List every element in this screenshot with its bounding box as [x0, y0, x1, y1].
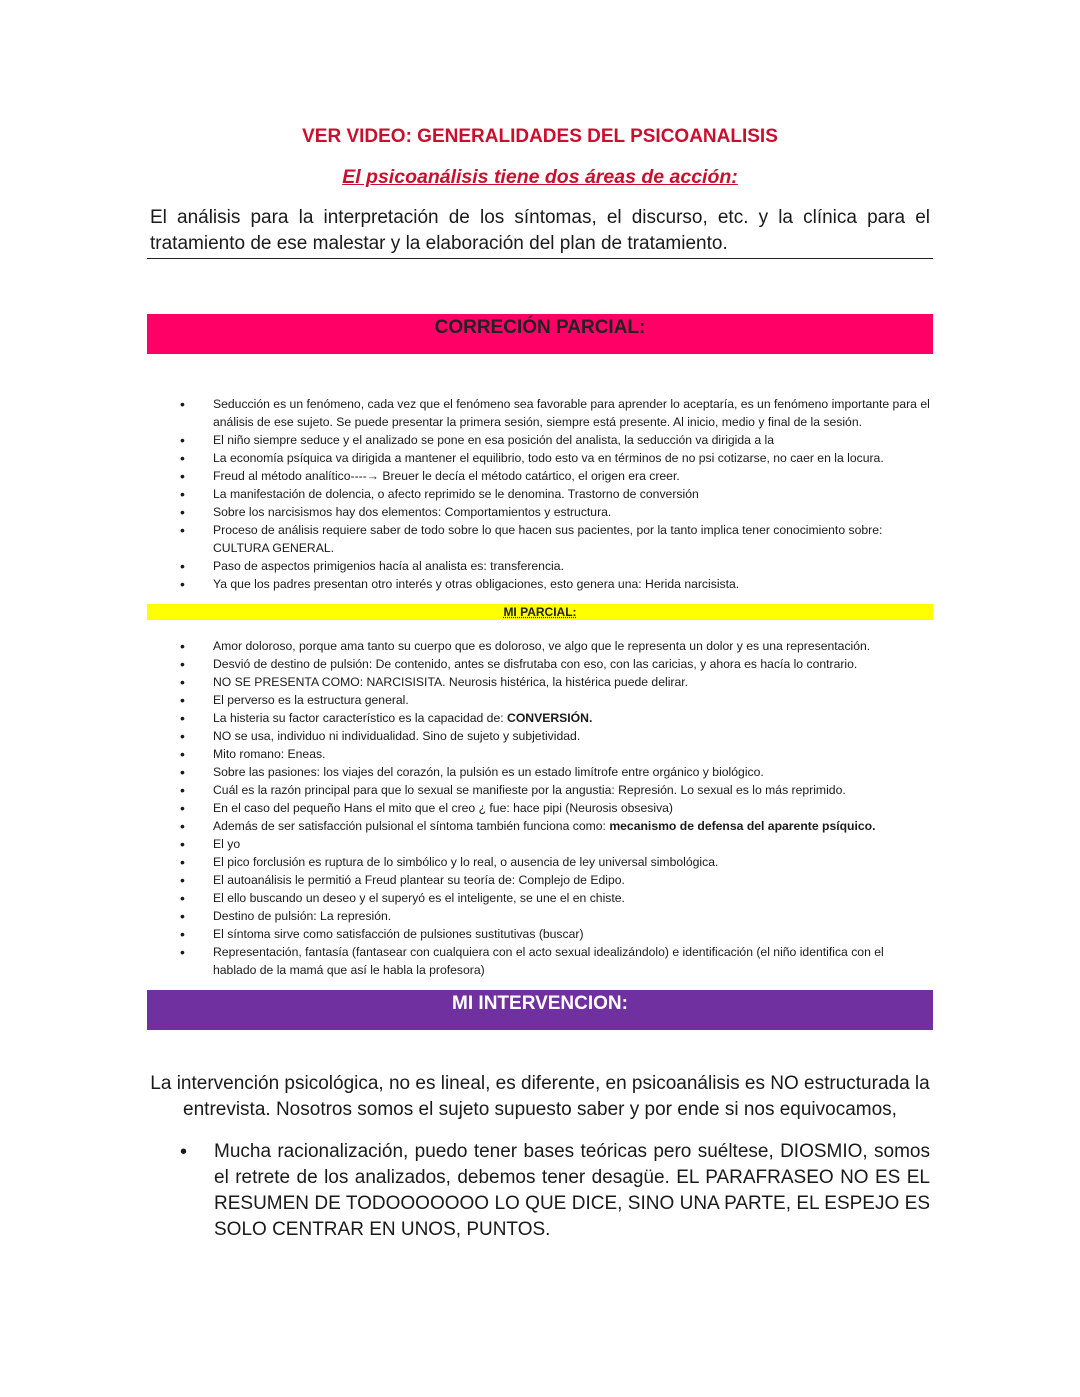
correccion-heading	[147, 314, 933, 354]
list-item-text: Además de ser satisfacción pulsional el síntoma también funciona como:	[213, 819, 606, 833]
list-item-text: La histeria su factor característico es la capacidad de:	[213, 711, 504, 725]
list-item: • El perverso es la estructura general.	[150, 691, 930, 709]
list-item: • Desvió de destino de pulsión: De contenido, antes se disfrutaba con eso, con las caricias, y ahora es hacía lo contrario.	[150, 655, 930, 673]
intervencion-heading-label: MI INTERVENCION:	[452, 993, 628, 1014]
list-item: • La economía psíquica va dirigida a mantener el equilibrio, todo esto va en términos de no psi cotizarse, no caer en la locura.	[150, 449, 930, 467]
list-item: • El síntoma sirve como satisfacción de pulsiones sustitutivas (buscar)	[150, 925, 930, 943]
parcial-list	[150, 637, 930, 979]
list-item: • Sobre los narcisismos hay dos elementos: Comportamientos y estructura.	[150, 503, 930, 521]
list-item-bold: mecanismo de defensa del aparente psíquico.	[609, 819, 876, 833]
intro-paragraph: El análisis para la interpretación de los síntomas, el discurso, etc. y la clínica para el tratamiento de ese malestar y la elaboración del plan de tratamiento.	[150, 207, 930, 254]
correccion-list	[150, 395, 930, 593]
list-item: • El niño siempre seduce y el analizado se pone en esa posición del analista, la seducción va dirigida a la	[150, 431, 930, 449]
list-item: • Sobre las pasiones: los viajes del corazón, la pulsión es un estado limítrofe entre orgánico y biológico.	[150, 763, 930, 781]
list-item	[150, 709, 930, 727]
list-item: • Paso de aspectos primigenios hacía al analista es: transferencia.	[150, 557, 930, 575]
document-subtitle: El psicoanálisis tiene dos áreas de acción:	[342, 166, 738, 188]
list-item: • NO SE PRESENTA COMO: NARCISISITA. Neurosis histérica, la histérica puede delirar.	[150, 673, 930, 691]
list-item: • Ya que los padres presentan otro interés y otras obligaciones, esto genera una: Herida narcisista.	[150, 575, 930, 593]
list-item: • Mito romano: Eneas.	[150, 745, 930, 763]
list-item: • Mucha racionalización, puedo tener bases teóricas pero suéltese, DIOSMIO, somos el retrete de los analizados, debemos tener desagüe. EL PARAFRASEO NO ES EL RESUMEN DE TODOOOOOOO LO QUE DICE, SINO UNA PARTE, EL ESPEJO ES SOLO CENTRAR EN UNOS, PUNTOS.	[150, 1139, 930, 1243]
list-item: • Seducción es un fenómeno, cada vez que el fenómeno sea favorable para aprender lo aceptaría, es un fenómeno importante para el análisis de ese sujeto. Se puede presentar la primera sesión, siempre está presente. Al inicio, medio y final de la sesión.	[150, 395, 930, 431]
list-item: • El pico forclusión es ruptura de lo simbólico y lo real, o ausencia de ley universal simbológica.	[150, 853, 930, 871]
list-item: • Cuál es la razón principal para que lo sexual se manifieste por la angustia: Represión. Lo sexual es lo más reprimido.	[150, 781, 930, 799]
parcial-heading-label: MI PARCIAL:	[503, 605, 577, 619]
list-item: • Representación, fantasía (fantasear con cualquiera con el acto sexual idealizándolo) e identificación (el niño identifica con el hablado de la mamá que así le habla la profesora)	[150, 943, 930, 979]
list-item: • Proceso de análisis requiere saber de todo sobre lo que hacen sus pacientes, por la tanto implica tener conocimiento sobre: CULTURA GENERAL.	[150, 521, 930, 557]
list-item: • En el caso del pequeño Hans el mito que el creo ¿ fue: hace pipi (Neurosis obsesiva)	[150, 799, 930, 817]
document-title: VER VIDEO: GENERALIDADES DEL PSICOANALISIS	[302, 126, 778, 147]
list-item: • Freud al método analítico----→ Breuer le decía el método catártico, el origen era creer.	[150, 467, 930, 485]
list-item: • El autoanálisis le permitió a Freud plantear su teoría de: Complejo de Edipo.	[150, 871, 930, 889]
list-item: • El ello buscando un deseo y el superyó es el inteligente, se une el en chiste.	[150, 889, 930, 907]
list-item-bold: CONVERSIÓN.	[507, 711, 593, 725]
intro-divider	[147, 258, 933, 259]
list-item: • Destino de pulsión: La represión.	[150, 907, 930, 925]
intervencion-list	[150, 1139, 930, 1243]
correccion-heading-label: CORRECIÓN PARCIAL:	[434, 317, 646, 338]
list-item: • El yo	[150, 835, 930, 853]
list-item	[150, 817, 930, 835]
intervencion-heading	[147, 990, 933, 1030]
parcial-heading	[147, 604, 933, 620]
list-item: • La manifestación de dolencia, o afecto reprimido se le denomina. Trastorno de conversión	[150, 485, 930, 503]
list-item: • NO se usa, individuo ni individualidad. Sino de sujeto y subjetividad.	[150, 727, 930, 745]
list-item: • Amor doloroso, porque ama tanto su cuerpo que es doloroso, ve algo que le representa un dolor y es una representación.	[150, 637, 930, 655]
intervencion-paragraph: La intervención psicológica, no es lineal, es diferente, en psicoanálisis es NO estructurada la entrevista. Nosotros somos el sujeto supuesto saber y por ende si nos equivocamos,	[150, 1073, 930, 1120]
